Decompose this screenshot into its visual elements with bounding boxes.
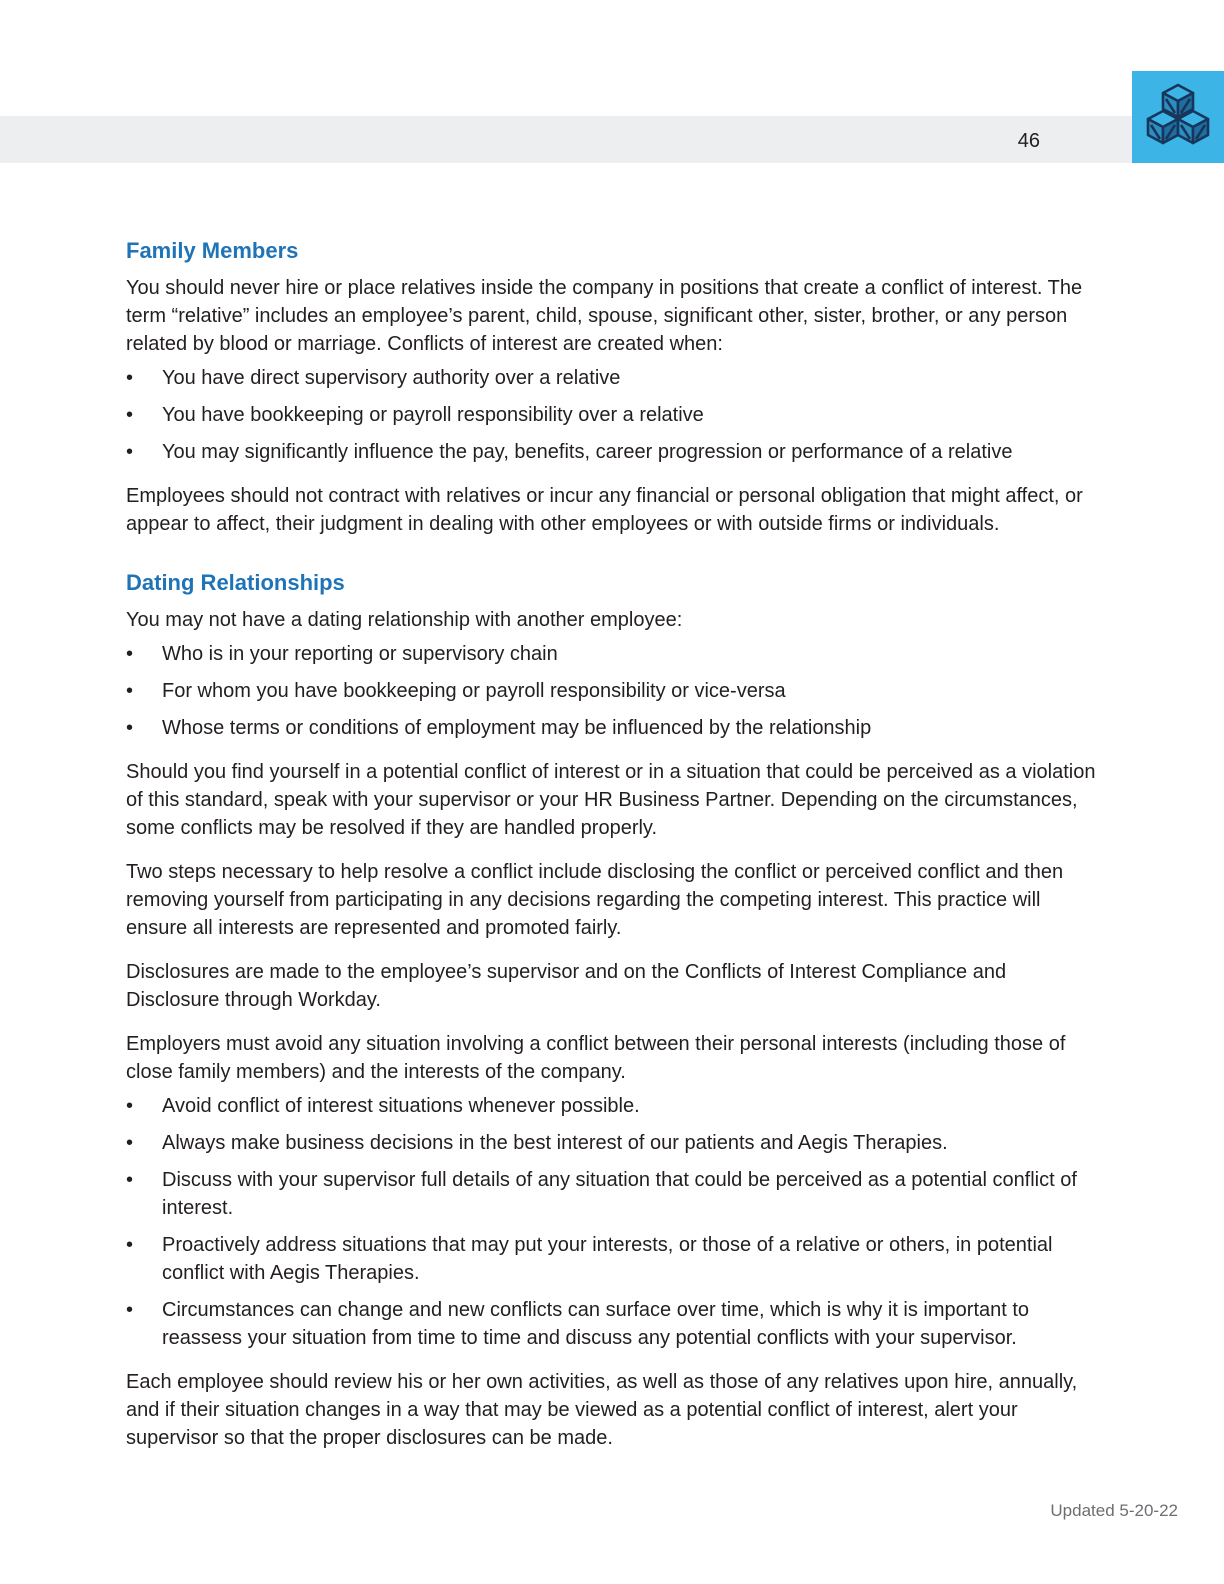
list-item: • Proactively address situations that may put your interests, or those of a relative or others, in potential conflict with Aegis Therapies. bbox=[126, 1231, 1096, 1287]
bullet: • bbox=[126, 367, 134, 389]
stacked-cubes-icon bbox=[1141, 81, 1215, 155]
bullet: • bbox=[126, 717, 134, 739]
dating-intro: You may not have a dating relationship with another employee: bbox=[126, 609, 683, 631]
dating-paragraph-1: Should you find yourself in a potential conflict of interest or in a situation that could be perceived as a violation of this standard, speak with your supervisor or your HR Business Partner. Depending on the circumstances, some conflicts may be resolved if they are handled properly. bbox=[126, 761, 1096, 839]
header-band bbox=[0, 116, 1132, 163]
list-item: • You have bookkeeping or payroll responsibility over a relative bbox=[126, 401, 1096, 429]
list-item: • You may significantly influence the pay, benefits, career progression or performance of a relative bbox=[126, 438, 1096, 466]
dating-paragraph-3: Disclosures are made to the employee’s supervisor and on the Conflicts of Interest Compliance and Disclosure through Workday. bbox=[126, 961, 1007, 1011]
family-members-list bbox=[126, 364, 1096, 466]
bullet: • bbox=[126, 643, 134, 665]
bullet: • bbox=[126, 1095, 134, 1117]
dating-paragraph-2: Two steps necessary to help resolve a conflict include disclosing the conflict or perceived conflict and then removing yourself from participating in any decisions regarding the competing interest. This practice will ensure all interests are represented and promoted fairly. bbox=[126, 861, 1064, 939]
list-item: • Circumstances can change and new conflicts can surface over time, which is why it is important to reassess your situation from time to time and discuss any potential conflicts with your supervisor. bbox=[126, 1296, 1096, 1352]
list-item: • You have direct supervisory authority over a relative bbox=[126, 364, 1096, 392]
bullet: • bbox=[126, 1132, 134, 1154]
bullet: • bbox=[126, 680, 134, 702]
dating-paragraph-4: Employers must avoid any situation involving a conflict between their personal interests (including those of close family members) and the interests of the company. bbox=[126, 1033, 1066, 1083]
bullet: • bbox=[126, 1299, 134, 1321]
list-item: • Discuss with your supervisor full details of any situation that could be perceived as a potential conflict of interest. bbox=[126, 1166, 1096, 1222]
dating-paragraph-5: Each employee should review his or her own activities, as well as those of any relatives upon hire, annually, and if their situation changes in a way that may be viewed as a potential conflict of interest, alert your supervisor so that the proper disclosures can be made. bbox=[126, 1371, 1078, 1449]
bullet: • bbox=[126, 1169, 134, 1191]
family-members-heading: Family Members bbox=[126, 238, 299, 263]
dating-list bbox=[126, 640, 1096, 742]
updated-date: Updated 5-20-22 bbox=[1050, 1501, 1178, 1520]
bullet: • bbox=[126, 441, 134, 463]
family-members-closing: Employees should not contract with relatives or incur any financial or personal obligation that might affect, or appear to affect, their judgment in dealing with other employees or with outside firms or individuals. bbox=[126, 485, 1083, 535]
list-item: • For whom you have bookkeeping or payroll responsibility or vice-versa bbox=[126, 677, 1096, 705]
page-number: 46 bbox=[1017, 130, 1040, 152]
bullet: • bbox=[126, 404, 134, 426]
guidance-list bbox=[126, 1092, 1096, 1352]
list-item: • Whose terms or conditions of employment may be influenced by the relationship bbox=[126, 714, 1096, 742]
logo-box bbox=[1132, 71, 1224, 163]
list-item: • Who is in your reporting or supervisory chain bbox=[126, 640, 1096, 668]
bullet: • bbox=[126, 1234, 134, 1256]
list-item: • Avoid conflict of interest situations whenever possible. bbox=[126, 1092, 1096, 1120]
family-members-intro: You should never hire or place relatives inside the company in positions that create a conflict of interest. The term “relative” includes an employee’s parent, child, spouse, significant other, sister, brother, or any person related by blood or marriage. Conflicts of interest are created when: bbox=[126, 277, 1083, 355]
page-content bbox=[126, 234, 1096, 1468]
dating-relationships-heading: Dating Relationships bbox=[126, 570, 345, 595]
list-item: • Always make business decisions in the best interest of our patients and Aegis Therapies. bbox=[126, 1129, 1096, 1157]
